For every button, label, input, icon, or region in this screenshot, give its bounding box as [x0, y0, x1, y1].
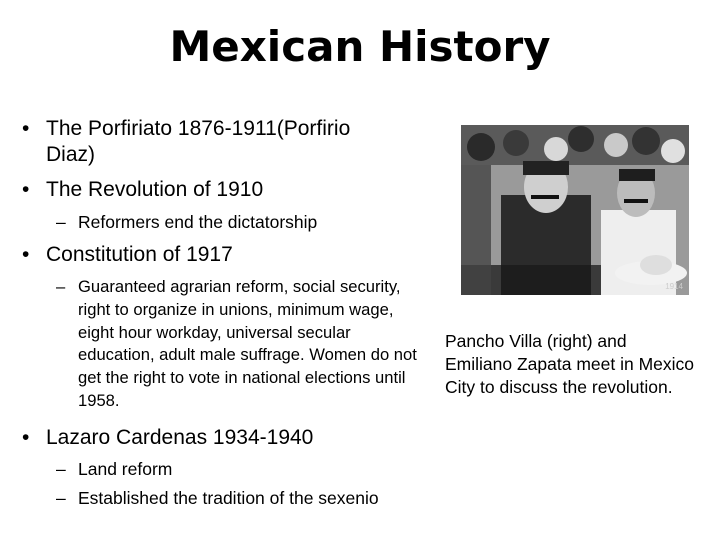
sub-bullet-reformers [56, 211, 426, 233]
sub-bullet-sexenio [56, 487, 436, 509]
bullet-text: The Porfiriato 1876-1911(Porfirio Diaz) [46, 117, 351, 166]
sub-bullet-dash: – [56, 488, 66, 508]
sub-bullet-text: Guaranteed agrarian reform, social security, right to organize in unions, minimum wage, eight hour workday, universal secular education, adult male suffrage. Women do not get the right to vote in national elections until 1958. [78, 277, 417, 410]
bullet-cardenas [22, 425, 422, 451]
sub-bullet-dash: – [56, 277, 66, 296]
bullet-dot: • [22, 243, 30, 266]
bullet-text: The Revolution of 1910 [46, 178, 264, 201]
slide-title: Mexican History [169, 22, 551, 71]
bullet-dot: • [22, 178, 30, 201]
sub-bullet-dash: – [56, 459, 66, 479]
bullet-revolution [22, 177, 422, 203]
sub-bullet-text: Established the tradition of the sexenio [78, 488, 379, 508]
bullet-constitution [22, 242, 422, 268]
sub-bullet-guaranteed [56, 276, 428, 413]
bullet-porfiriato [22, 116, 402, 168]
sub-bullet-text: Reformers end the dictatorship [78, 212, 318, 232]
photo-corner-mark: 1914 [665, 282, 683, 291]
photo-illustration [461, 125, 689, 295]
sub-bullet-text: Land reform [78, 459, 173, 479]
bullet-text: Constitution of 1917 [46, 243, 233, 266]
sub-bullet-dash: – [56, 212, 66, 232]
bullet-dot: • [22, 426, 30, 449]
sub-bullet-land-reform [56, 458, 436, 480]
historical-photo [461, 125, 689, 295]
bullet-dot: • [22, 117, 30, 140]
bullet-text: Lazaro Cardenas 1934-1940 [46, 426, 314, 449]
photo-caption: Pancho Villa (right) and Emiliano Zapata meet in Mexico City to discuss the revolution. [445, 331, 694, 397]
